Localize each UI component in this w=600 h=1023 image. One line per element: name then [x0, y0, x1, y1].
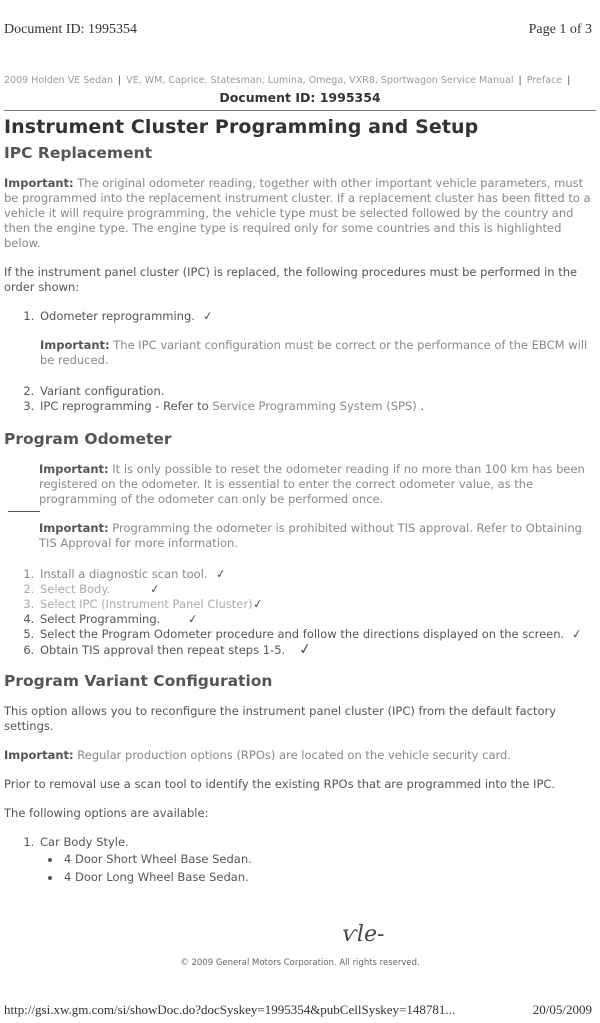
variant-options-list — [4, 835, 594, 886]
options-intro: The following options are available: — [4, 806, 209, 820]
checkmark-icon: ✓ — [297, 639, 313, 659]
important-label: Important: — [40, 338, 110, 352]
pen-mark — [8, 511, 40, 512]
header-divider — [4, 110, 596, 111]
prior-removal-text: Prior to removal use a scan tool to identify the existing RPOs that are programmed into the IPC. — [4, 777, 556, 791]
print-footer-date: 20/05/2009 — [532, 1002, 592, 1017]
step-text: Odometer reprogramming. — [40, 309, 195, 323]
print-header-document-id: Document ID: 1995354 — [4, 22, 137, 37]
step-text: Select IPC (Instrument Panel Cluster) — [40, 597, 253, 611]
important-label: Important: — [4, 748, 74, 762]
document-id-heading: Document ID: 1995354 — [219, 90, 381, 105]
sps-link[interactable]: Service Programming System (SPS) — [212, 399, 417, 413]
list-item — [38, 597, 594, 612]
breadcrumb — [4, 75, 594, 86]
page-title: Instrument Cluster Programming and Setup — [4, 116, 479, 138]
list-item: • 4 Door Long Wheel Base Sedan. — [62, 868, 594, 886]
important-text: Regular production options (RPOs) are located on the vehicle security card. — [77, 748, 511, 762]
list-item — [38, 582, 594, 597]
option-label: Car Body Style. — [40, 835, 129, 849]
list-item — [38, 612, 594, 627]
step-text: Obtain TIS approval then repeat steps 1-5. — [40, 643, 286, 657]
list-item — [38, 639, 594, 659]
print-header-page-number: Page 1 of 3 — [528, 22, 592, 37]
breadcrumb-separator: | — [118, 75, 122, 86]
variant-intro: This option allows you to reconfigure the instrument panel cluster (IPC) from the default factory settings. — [4, 704, 557, 733]
list-item — [38, 835, 594, 886]
step-text: Select Body. — [40, 582, 111, 596]
list-item — [38, 399, 594, 414]
important-text: The original odometer reading, together with other important vehicle parameters, must be programmed into the replacement instrument cluster. If a replacement cluster has been fitted to a vehicle it will require programming, the vehicle type must be selected followed by the country and then the engine type. The engine type is required only for some countries and this is highlighted below. — [4, 176, 591, 250]
breadcrumb-separator: | — [567, 75, 571, 86]
important-text: It is only possible to reset the odometer reading if no more than 100 km has been registered on the odometer. It is essential to enter the correct odometer value, as the programming of the odometer can only be performed once. — [39, 462, 585, 506]
checkmark-icon: ✓ — [571, 626, 584, 642]
checkmark-icon: ✓ — [214, 566, 227, 582]
step-text: Select the Program Odometer procedure and follow the directions displayed on the screen. — [40, 627, 565, 641]
step-text: Install a diagnostic scan tool. — [40, 567, 208, 581]
breadcrumb-item-preface[interactable]: Preface — [526, 75, 563, 86]
step-text: Select Programming. — [40, 612, 161, 626]
list-item: • 4 Door Short Wheel Base Sedan. — [62, 850, 594, 868]
important-text: The IPC variant configuration must be correct or the performance of the EBCM will be reduced. — [40, 338, 588, 367]
list-item — [38, 567, 594, 582]
checkmark-icon: ✓ — [201, 308, 214, 324]
important-note — [39, 521, 594, 551]
important-label: Important: — [4, 176, 74, 190]
odometer-notes — [4, 462, 594, 551]
section-heading-program-variant: Program Variant Configuration — [4, 672, 273, 690]
important-label: Important: — [39, 521, 109, 535]
list-item — [38, 384, 594, 399]
checkmark-icon: ✓ — [149, 581, 162, 597]
list-item — [38, 309, 594, 368]
important-note — [4, 748, 594, 763]
section-heading-ipc-replacement: IPC Replacement — [4, 144, 153, 162]
step-text: IPC reprogramming - Refer to — [40, 399, 213, 413]
step-suffix: . — [416, 399, 425, 413]
step-text: Variant configuration. — [40, 384, 165, 398]
important-note — [40, 338, 594, 368]
section-heading-program-odometer: Program Odometer — [4, 430, 172, 448]
important-label: Important: — [39, 462, 109, 476]
body-style-options — [40, 850, 594, 886]
program-odometer-steps — [4, 567, 594, 658]
document-body — [4, 116, 594, 886]
breadcrumb-item-manual[interactable]: VE, WM, Caprice, Statesman, Lumina, Omega, VXR8, Sportwagon Service Manual — [126, 75, 514, 86]
important-note — [39, 462, 594, 507]
breadcrumb-item-model[interactable]: 2009 Holden VE Sedan — [4, 75, 113, 86]
breadcrumb-separator: | — [518, 75, 522, 86]
checkmark-icon: ✓ — [187, 611, 200, 627]
ipc-replacement-steps — [4, 309, 594, 414]
procedure-intro: If the instrument panel cluster (IPC) is replaced, the following procedures must be performed in the order shown: — [4, 265, 578, 294]
handwritten-note: ѵle- — [342, 922, 385, 947]
print-footer-url: http://gsi.xw.gm.com/si/showDoc.do?docSyskey=1995354&pubCellSyskey=148781... — [4, 1002, 456, 1017]
important-text: Programming the odometer is prohibited without TIS approval. Refer to Obtaining TIS Approval for more information. — [39, 521, 582, 550]
copyright-notice: © 2009 General Motors Corporation. All rights reserved. — [180, 958, 420, 968]
checkmark-icon: ✓ — [251, 596, 264, 612]
important-note — [4, 176, 594, 251]
list-item — [38, 627, 594, 642]
